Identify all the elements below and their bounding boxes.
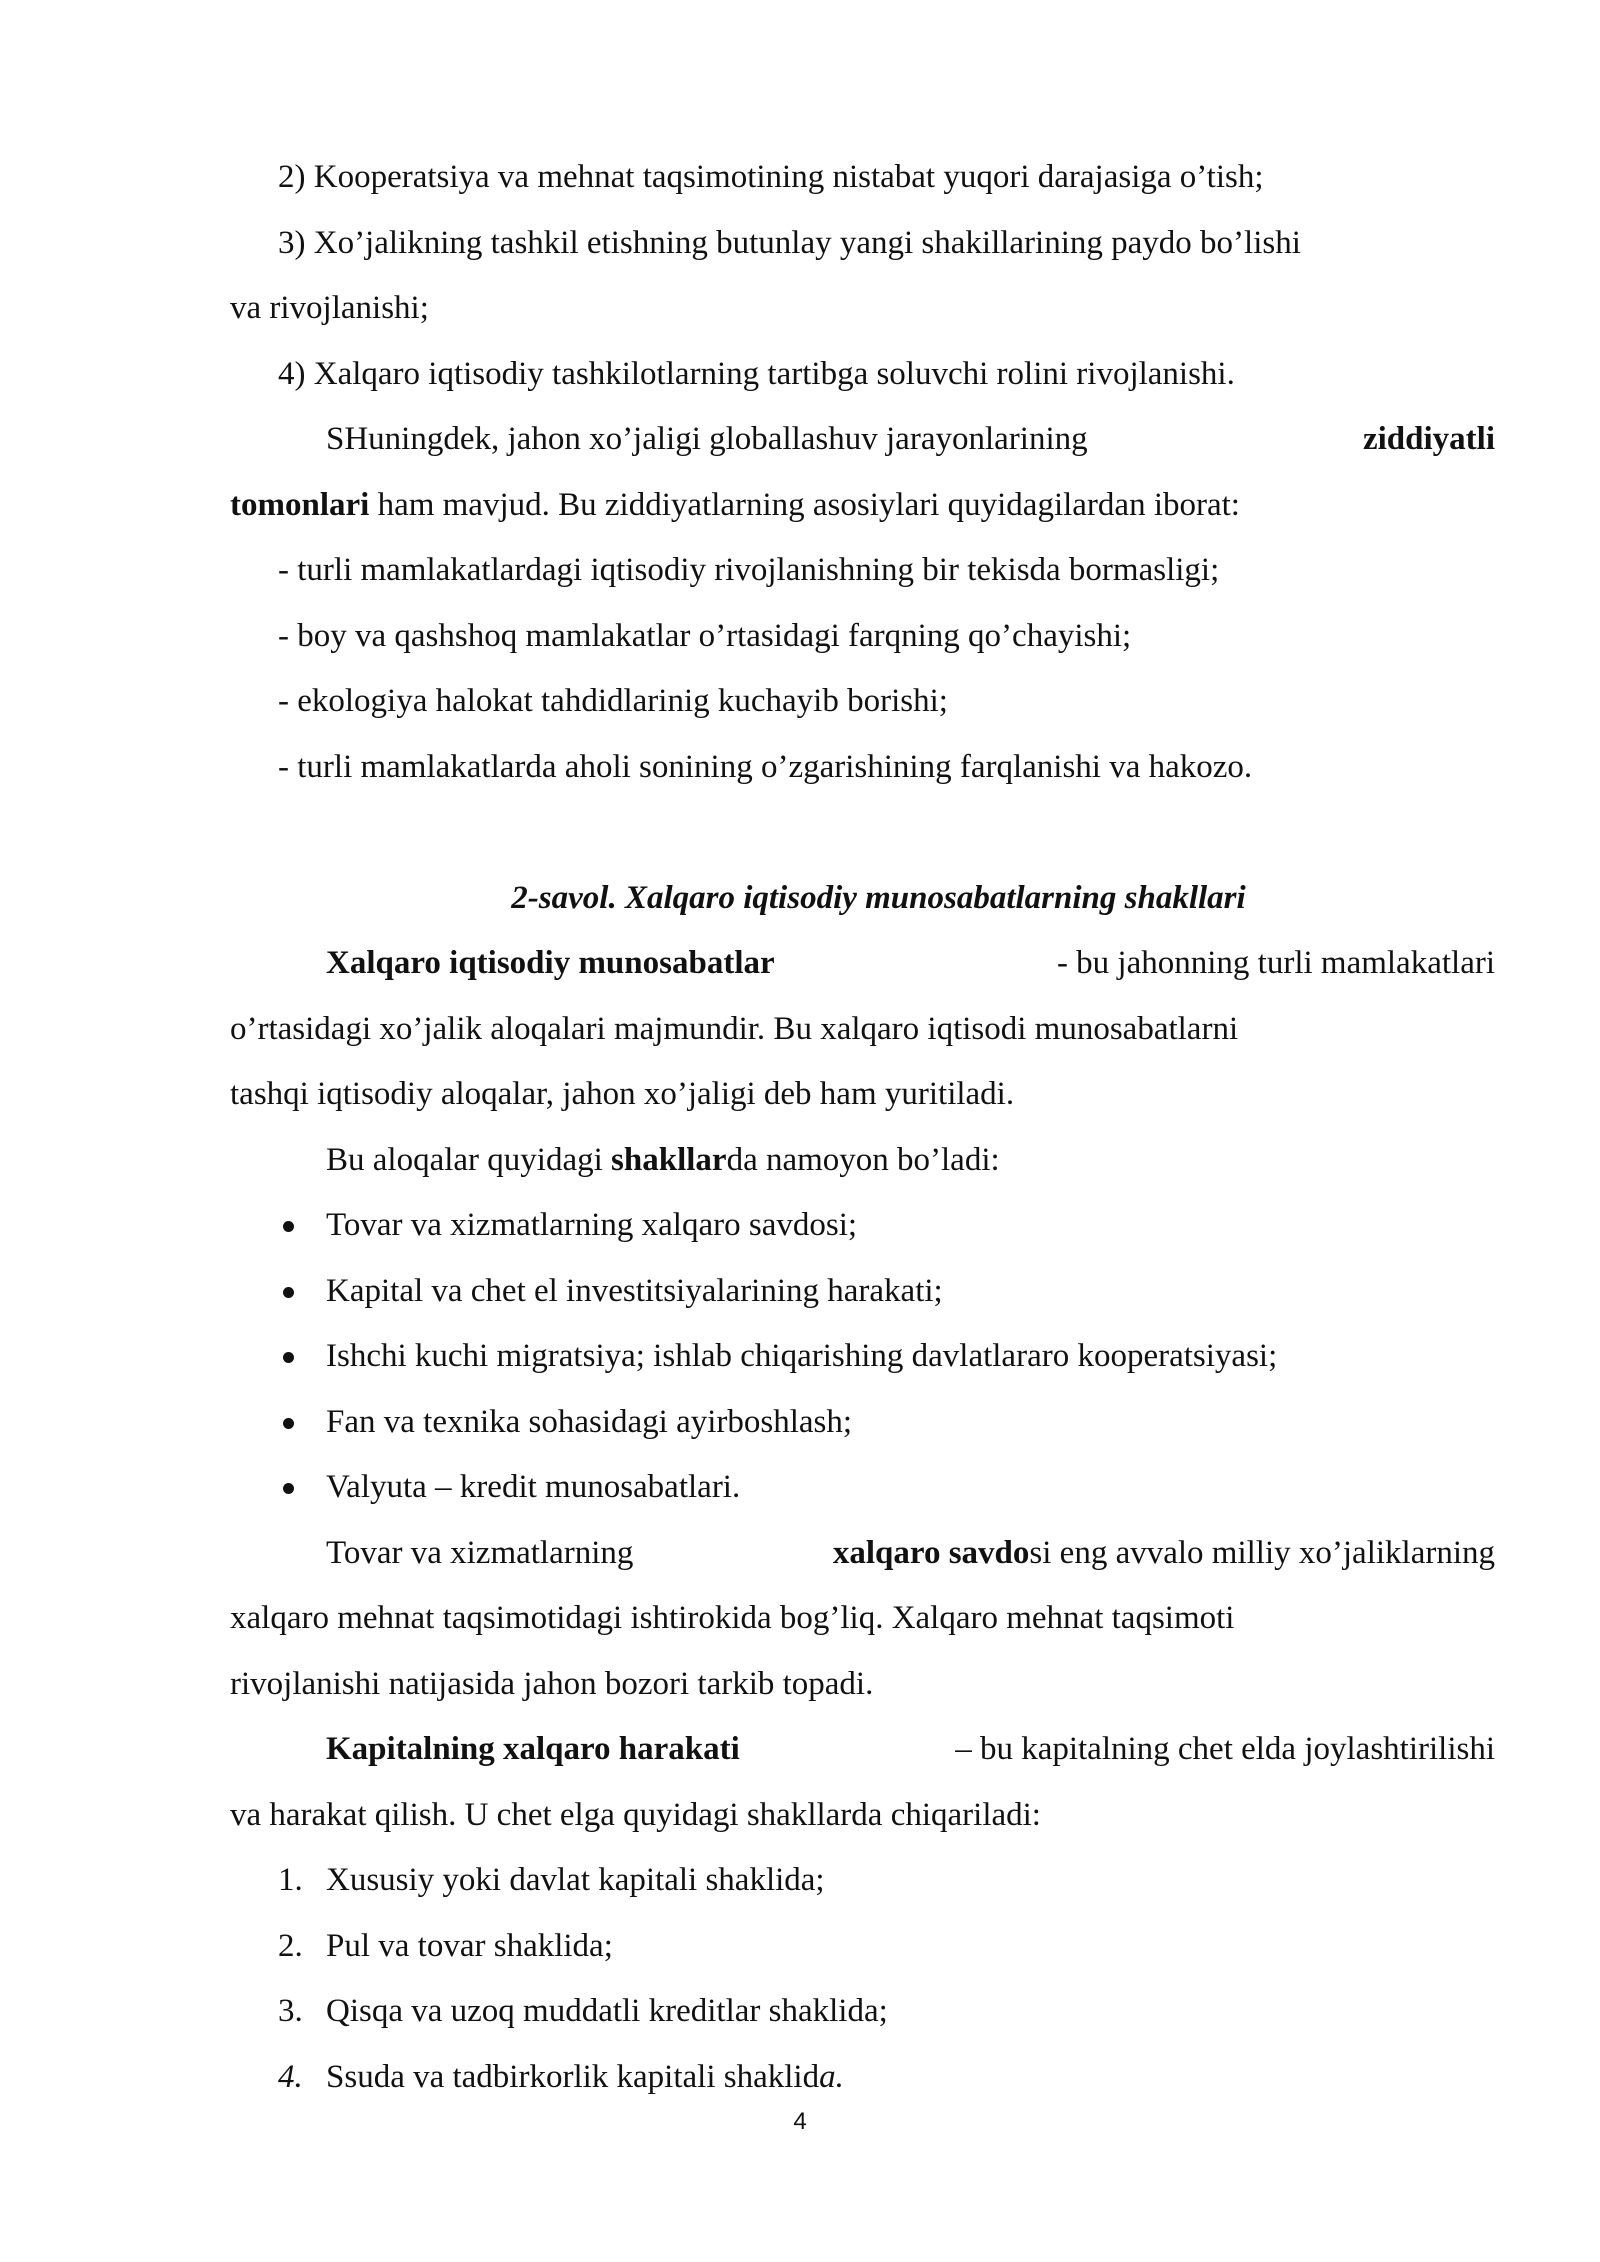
page-number: 4 — [793, 2108, 807, 2135]
numbered-item-italic-tail: a. — [819, 2058, 844, 2095]
forms-lead-bold: shakllar — [611, 1141, 727, 1178]
trade-line1 — [230, 1521, 1495, 1587]
contradiction-item: - ekologiya halokat tahdidlarinig kuchayib borishi; — [278, 683, 948, 719]
contradiction-item: - turli mamlakatlardagi iqtisodiy rivojlanishning bir tekisda bormasligi; — [278, 552, 1220, 588]
numbered-item-text: Pul va tovar shaklida; — [326, 1927, 613, 1964]
page-body — [230, 145, 1495, 2110]
numbered-item-text: Xususiy yoki davlat kapitali shaklida; — [326, 1862, 825, 1898]
bullet-icon — [283, 1352, 294, 1363]
bullet-item — [230, 1390, 1495, 1456]
definition-line1 — [230, 931, 1495, 997]
bullet-item — [230, 1259, 1495, 1325]
numbered-item-text: Ssuda va tadbirkorlik kapitali shaklid — [326, 2058, 820, 2095]
contradictions-rest: ham mavjud. Bu ziddiyatlarning asosiylari quyidagilardan iborat: — [377, 486, 1240, 523]
contradiction-item: - boy va qashshoq mamlakatlar o’rtasidagi farqning qo’chayishi; — [278, 617, 1132, 654]
section-heading: 2-savol. Xalqaro iqtisodiy munosabatlarning shakllari — [511, 879, 1246, 916]
numbered-item — [230, 1914, 1495, 1980]
list-item-2: 2) Kooperatsiya va mehnat taqsimotining nistabat yuqori darajasiga o’tish; — [278, 159, 1264, 195]
trade-line2: xalqaro mehnat taqsimotidagi ishtirokida bog’liq. Xalqaro mehnat taqsimoti — [230, 1600, 1235, 1636]
contradictions-paragraph-line1 — [230, 407, 1495, 473]
bullet-item-text: Fan va texnika sohasidagi ayirboshlash; — [326, 1403, 853, 1440]
list-item-4: 4) Xalqaro iqtisodiy tashkilotlarning tartibga soluvchi rolini rivojlanishi. — [278, 355, 1235, 392]
bullet-icon — [283, 1418, 294, 1429]
list-item-3-continuation: va rivojlanishi; — [230, 290, 429, 326]
bullet-icon — [283, 1483, 294, 1494]
trade-pre: Tovar va xizmatlarning — [326, 1534, 634, 1571]
section-spacer — [230, 800, 1495, 866]
contradictions-paragraph-line2 — [230, 473, 1495, 539]
item-number: 1. — [278, 1862, 303, 1898]
numbered-item — [230, 1979, 1495, 2045]
bullet-icon — [283, 1221, 294, 1232]
item-number: 3. — [278, 1993, 303, 2029]
bullet-item-text: Valyuta – kredit munosabatlari. — [326, 1469, 741, 1505]
bullet-item — [230, 1324, 1495, 1390]
forms-lead-text: Bu aloqalar quyidagi — [326, 1141, 603, 1178]
numbered-item — [230, 1848, 1495, 1914]
trade-bold-term: xalqaro savdo — [832, 1534, 1030, 1571]
trade-line3: rivojlanishi natijasida jahon bozori tarkib topadi. — [230, 1665, 874, 1702]
capital-line2: va harakat qilish. U chet elga quyidagi shakllarda chiqariladi: — [230, 1796, 1041, 1833]
contradictions-bold-term: ziddiyatli — [1362, 421, 1495, 457]
definition-line2: o’rtasidagi xo’jalik aloqalari majmundir. Bu xalqaro iqtisodi munosabatlarni — [230, 1010, 1239, 1047]
list-item-3: 3) Xo’jalikning tashkil etishning butunlay yangi shakillarining paydo bo’lishi — [278, 224, 1301, 261]
bullet-icon — [283, 1287, 294, 1298]
numbered-item-text: Qisqa va uzoq muddatli kreditlar shaklida; — [326, 1993, 888, 2029]
numbered-item — [230, 2045, 1495, 2111]
capital-rest: – bu kapitalning chet elda joylashtirilishi — [955, 1731, 1495, 1767]
trade-post: si eng avvalo milliy xo’jaliklarning — [1029, 1534, 1495, 1571]
contradictions-bold-term-2: tomonlari — [230, 486, 370, 523]
definition-line3: tashqi iqtisodiy aloqalar, jahon xo’jaligi deb ham yuritiladi. — [230, 1076, 1015, 1112]
bullet-item-text: Ishchi kuchi migratsiya; ishlab chiqarishing davlatlararo kooperatsiyasi; — [326, 1338, 1278, 1374]
capital-bold-term: Kapitalning xalqaro harakati — [326, 1731, 740, 1767]
forms-lead-suffix: da namoyon bo’ladi: — [726, 1141, 1000, 1178]
bullet-item-text: Kapital va chet el investitsiyalarining harakati; — [326, 1272, 943, 1309]
bullet-item — [230, 1455, 1495, 1521]
forms-lead — [230, 1128, 1495, 1194]
bullet-item-text: Tovar va xizmatlarning xalqaro savdosi; — [326, 1207, 858, 1243]
item-number: 4. — [278, 2058, 303, 2095]
definition-term: Xalqaro iqtisodiy munosabatlar — [326, 945, 775, 981]
definition-rest: - bu jahonning turli mamlakatlari — [1056, 945, 1495, 981]
capital-line1 — [230, 1717, 1495, 1783]
contradiction-item: - turli mamlakatlarda aholi sonining o’zgarishining farqlanishi va hakozo. — [278, 748, 1253, 785]
contradictions-lead: SHuningdek, jahon xo’jaligi globallashuv jarayonlarining — [326, 421, 1088, 457]
item-number: 2. — [278, 1927, 303, 1964]
bullet-item — [230, 1193, 1495, 1259]
